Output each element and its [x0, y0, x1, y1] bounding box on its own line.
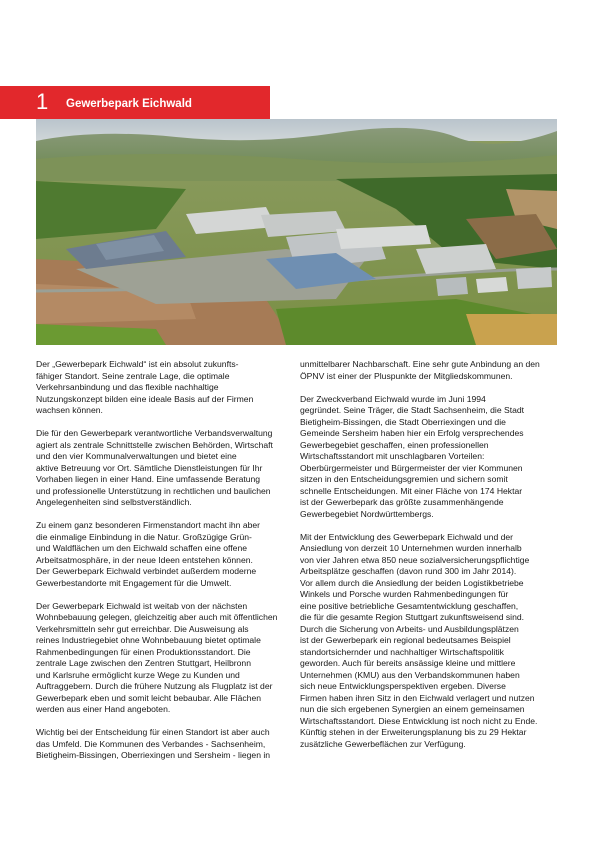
text-line: Gewerbepark eben und somit leicht bebaubar. Alle Flächen: [36, 692, 262, 703]
text-line: Der „Gewerbepark Eichwald“ ist ein absolut zukunfts-: [36, 359, 239, 369]
text-line: Vorhaben liegen in einer Hand. Eine umfassende Beratung: [36, 474, 261, 484]
text-line: Bietigheim-Bissingen, Oberriexingen und Sersheim - liegen in: [36, 750, 271, 760]
text-line: Der Zweckverband Eichwald wurde im Juni 1994: [300, 393, 486, 404]
text-line: reines Industriegebiet ohne Wohnbebauung bietet optimale: [36, 635, 261, 645]
text-line: sich neue Entwicklungsperspektiven ergeben. Diverse: [300, 681, 506, 691]
text-line: Der Gewerbepark Eichwald verbindet außerdem moderne: [36, 566, 257, 576]
text-line: Wichtig bei der Entscheidung für einen Standort ist aber auch: [36, 727, 270, 737]
text-line: nun die sich ergebenen Synergien an einem gemeinsamen: [300, 704, 525, 714]
text-line: schnelle Entscheidungen. Mit einer Fläche von 174 Hektar: [300, 485, 523, 496]
text-line: wachsen können.: [36, 405, 103, 415]
text-line: Verkehrsanbindung und das flexible nachhaltige: [36, 382, 219, 392]
text-line: die einmalige Einbindung in die Natur. Großzügige Grün-: [36, 531, 252, 542]
text-line: eine positive betriebliche Gesamtentwicklung geschaffen,: [300, 600, 519, 611]
text-line: Wirtschaftsstandort mit unschlagbaren Vorteilen:: [300, 451, 485, 461]
text-line: Gewerbegebiet Nordwürttembergs.: [300, 508, 434, 519]
text-line: Auftraggebern. Durch die frühere Nutzung als Flugplatz ist der: [36, 681, 273, 691]
text-line: fähiger Standort. Seine zentrale Lage, die optimale: [36, 370, 230, 381]
text-line: aktive Betreuung vor Ort. Sämtliche Dienstleistungen für Ihr: [36, 462, 263, 473]
text-line: Durch die Sicherung von Arbeits- und Ausbildungsplätzen: [300, 623, 519, 634]
text-line: Nutzungskonzept bilden eine ideale Basis auf der Firmen: [36, 393, 254, 404]
text-line: gegründet. Seine Träger, die Stadt Sachsenheim, die Stadt: [300, 405, 525, 415]
text-line: und den vier Kommunalverwaltungen und bietet eine: [36, 451, 237, 461]
text-line: Winkels und Porsche wurden Rahmenbedingungen für: [300, 589, 509, 599]
text-line: Rahmenbedingungen für einen Produktionsstandort. Die: [36, 646, 251, 657]
text-line: Oberbürgermeister und Bürgermeister der vier Kommunen: [300, 462, 523, 473]
text-line: Bietigheim-Bissingen, die Stadt Oberriexingen und die: [300, 416, 506, 427]
text-line: ist der Gewerbepark ein regional bedeutsames Beispiel: [300, 635, 511, 645]
text-line: von vier Jahren etwa 850 neue sozialversicherungspflichtige: [300, 554, 530, 565]
text-line: Ansiedlung von derzeit 10 Unternehmen wurden innerhalb: [300, 543, 522, 553]
text-line: und Karlsruhe ermöglicht kurze Wege zu Kunden und: [36, 669, 240, 680]
section-number: 1: [36, 89, 49, 114]
text-line: Die für den Gewerbepark verantwortliche Verbandsverwaltung: [36, 428, 273, 438]
text-line: Gewerbegebiet geschaffen, einen professionellen: [300, 439, 489, 450]
text-line: und professionelle Unterstützung in rechtlichen und baulichen: [36, 485, 271, 496]
text-line: Wohnbebauung gelegen, gleichzeitig aber auch mit öffentlichen: [36, 612, 278, 622]
text-line: das Umfeld. Die Kommunen des Verbandes - Sachsenheim,: [36, 738, 266, 749]
text-line: und Waldflächen um den Eichwald schaffen eine offene: [36, 543, 248, 553]
text-line: sitzen in den Entscheidungsgremien und sichern somit: [300, 474, 508, 484]
text-line: Gewerbestandorte mit Engagement für die Umwelt.: [36, 577, 232, 588]
text-line: zentrale Lage zwischen den Zentren Stuttgart, Heilbronn: [36, 658, 251, 668]
text-line: standortsichernder und nachhaltiger Wirtschaftspolitik: [300, 646, 504, 657]
text-line: Mit der Entwicklung des Gewerbepark Eichwald und der: [300, 531, 514, 542]
text-line: Unternehmen (KMU) aus den Verbandskommunen haben: [300, 669, 520, 680]
text-line: die für die gesamte Region Stuttgart zukunftsweisend sind.: [300, 612, 525, 622]
right-text-column: [300, 359, 558, 750]
section-title: Gewerbepark Eichwald: [66, 98, 192, 110]
text-line: Gemeinde Sersheim haben hier ein Erfolg versprechendes: [300, 428, 524, 438]
text-line: Arbeitsatmosphäre, in der neue Ideen entstehen können.: [36, 554, 253, 565]
text-line: ÖPNV ist einer der Pluspunkte der Mitgliedskommunen.: [300, 370, 513, 381]
text-line: zusätzliche Gewerbeflächen zur Verfügung.: [300, 738, 466, 749]
text-line: Zu einem ganz besonderen Firmenstandort macht ihn aber: [36, 520, 261, 530]
text-line: unmittelbarer Nachbarschaft. Eine sehr gute Anbindung an den: [300, 359, 540, 369]
aerial-photo: [36, 119, 557, 345]
text-line: Arbeitsplätze geschaffen (davon rund 300 im Jahr 2014).: [300, 566, 517, 576]
text-line: Künftig stehen in der Erweiterungsplanung bis zu 29 Hektar: [300, 727, 527, 737]
left-text-column: [36, 359, 294, 762]
text-line: ist der Gewerbepark das größte zusammenhängende: [300, 497, 504, 507]
text-line: geworden. Auch für bereits ansässige kleine und mittlere: [300, 658, 516, 668]
text-line: Vor allem durch die Ansiedlung der beiden Logistikbetriebe: [300, 577, 524, 588]
text-line: Verkehrsmitteln sehr gut erreichbar. Die Ausweisung als: [36, 623, 249, 634]
text-line: agiert als zentrale Schnittstelle zwischen Behörden, Wirtschaft: [36, 439, 273, 450]
text-line: Wirtschaftsstandort. Diese Entwicklung ist noch nicht zu Ende.: [300, 715, 538, 726]
text-line: werden aus einer Hand angeboten.: [36, 704, 171, 714]
text-line: Firmen haben ihren Sitz in den Eichwald verlagert und nutzen: [300, 692, 535, 703]
text-line: Der Gewerbepark Eichwald ist weitab von der nächsten: [36, 600, 248, 611]
text-line: Angelegenheiten sind selbstverständlich.: [36, 497, 192, 507]
